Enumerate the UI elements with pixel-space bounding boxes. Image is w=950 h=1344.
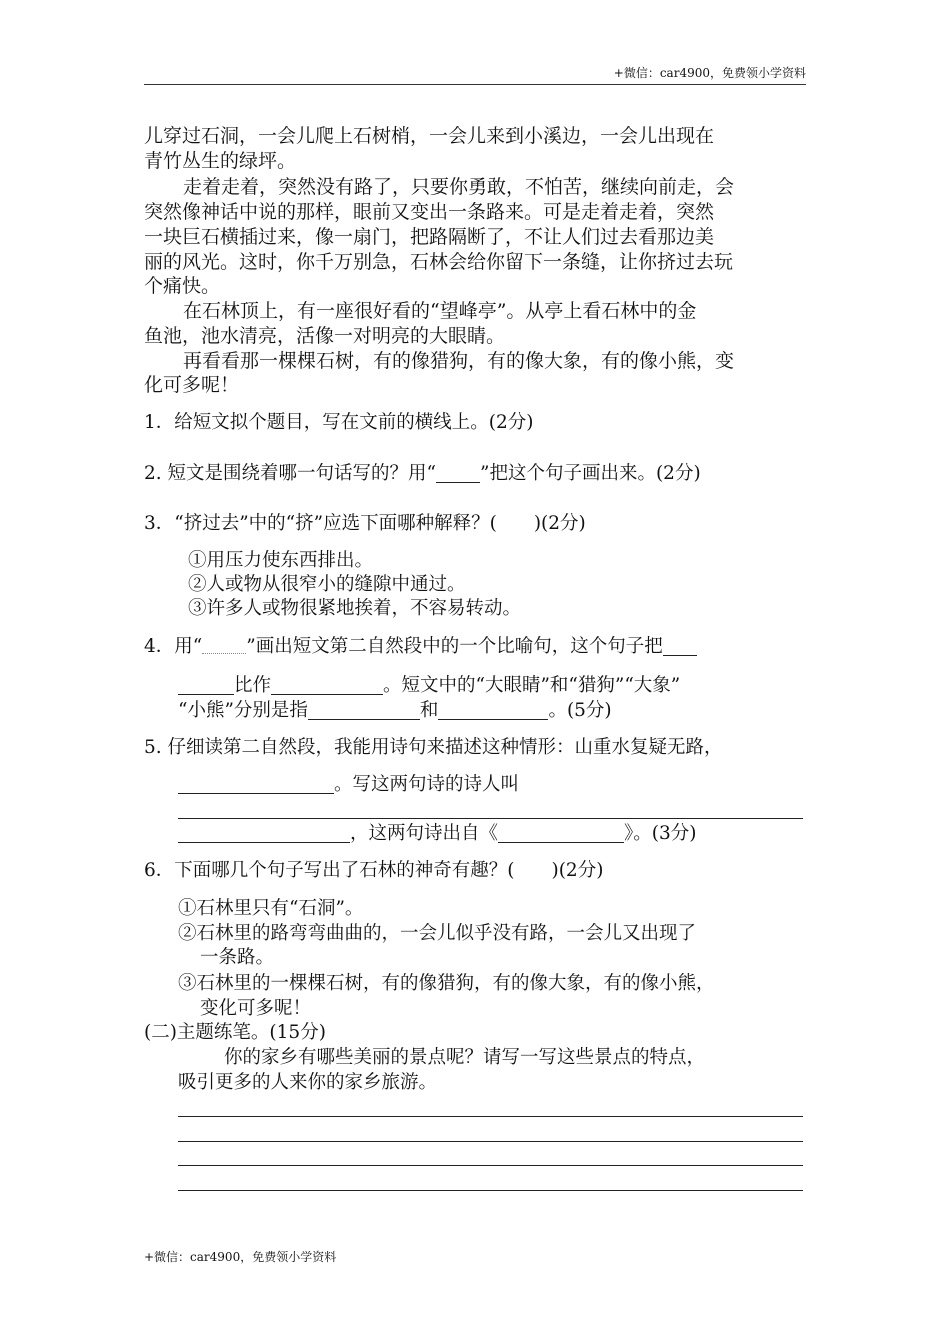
wavy-line-mark — [202, 639, 246, 654]
passage-line: 一块巨石横插过来，像一扇门，把路隔断了，不让人们过去看那边美 — [144, 226, 715, 248]
question-4 — [144, 635, 697, 659]
answer-blank[interactable] — [438, 701, 548, 720]
question-3: 3．“挤过去”中的“挤”应选下面哪种解释？( )(2分) — [144, 513, 586, 534]
writing-line[interactable] — [178, 1165, 803, 1166]
question-4-text-e: “小熊”分别是指 — [178, 700, 308, 721]
passage-line: 化可多呢！ — [144, 374, 240, 396]
answer-blank[interactable] — [271, 676, 383, 695]
question-4-text-a: 4．用“ — [144, 636, 203, 657]
passage-line: 鱼池，池水清亮，活像一对明亮的大眼睛。 — [144, 325, 506, 347]
question-5-cont — [178, 822, 696, 846]
question-5-text-d: 》。(3分) — [624, 823, 697, 844]
question-6-option: ②石林里的路弯弯曲曲的，一会儿似乎没有路，一会儿又出现了 — [178, 923, 697, 944]
section-2-prompt: 吸引更多的人来你的家乡旅游。 — [178, 1072, 438, 1093]
question-5-text-c: ，这两句诗出自《 — [350, 823, 499, 844]
question-4-cont — [178, 699, 612, 723]
passage-line: 走着走着，突然没有路了，只要你勇敢，不怕苦，继续向前走，会 — [183, 176, 735, 198]
question-5-text-b: 。写这两句诗的诗人叫 — [334, 774, 520, 795]
question-3-option: ①用压力使东西排出。 — [188, 550, 374, 571]
question-4-text-f: 和 — [419, 700, 439, 721]
question-4-text-c: 比作 — [234, 675, 272, 696]
answer-blank[interactable] — [178, 775, 334, 794]
question-4-text-g: 。(5分) — [548, 700, 612, 721]
footer-note: +微信：car4900，免费领小学资料 — [144, 1250, 337, 1264]
passage-line: 丽的风光。这时，你千万别急，石林会给你留下一条缝，让你挤过去玩 — [144, 251, 734, 273]
question-6: 6．下面哪几个句子写出了石林的神奇有趣？( )(2分) — [144, 860, 604, 881]
section-2-prompt: 你的家乡有哪些美丽的景点呢？请写一写这些景点的特点， — [224, 1047, 706, 1068]
question-2 — [144, 462, 701, 486]
question-4-text-d: 。短文中的“大眼睛”和“猎狗”“大象” — [383, 675, 681, 696]
question-6-option: ①石林里只有“石洞”。 — [178, 898, 364, 919]
writing-line[interactable] — [178, 1116, 803, 1117]
question-2-text-a: 2. 短文是围绕着哪一句话写的？用“ — [144, 463, 436, 484]
question-6-option: ③石林里的一棵棵石树，有的像猎狗，有的像大象，有的像小熊， — [178, 973, 715, 994]
answer-blank[interactable] — [498, 824, 624, 843]
answer-blank[interactable] — [178, 824, 350, 843]
answer-blank[interactable] — [663, 637, 697, 656]
question-2-text-b: ”把这个句子画出来。(2分) — [480, 463, 701, 484]
answer-line[interactable] — [178, 818, 803, 819]
section-2-title: (二)主题练笔。(15分) — [144, 1022, 326, 1043]
question-3-option: ③许多人或物很紧地挨着，不容易转动。 — [188, 598, 522, 619]
question-5-cont — [178, 773, 519, 797]
passage-line: 再看看那一棵棵石树，有的像猎狗，有的像大象，有的像小熊，变 — [183, 350, 735, 372]
passage-line: 突然像神话中说的那样，眼前又变出一条路来。可是走着走着，突然 — [144, 201, 715, 223]
header-note: +微信：car4900，免费领小学资料 — [613, 66, 806, 80]
question-4-cont — [178, 674, 680, 698]
answer-blank[interactable] — [308, 701, 420, 720]
writing-line[interactable] — [178, 1141, 803, 1142]
passage-line: 在石林顶上，有一座很好看的“望峰亭”。从亭上看石林中的金 — [183, 300, 697, 322]
passage-line: 儿穿过石洞，一会儿爬上石树梢，一会儿来到小溪边，一会儿出现在 — [144, 125, 715, 147]
answer-blank[interactable] — [178, 676, 234, 695]
question-3-option: ②人或物从很窄小的缝隙中通过。 — [188, 574, 466, 595]
question-6-option-cont: 变化可多呢！ — [200, 998, 312, 1019]
question-6-option-cont: 一条路。 — [200, 947, 275, 968]
page-header — [144, 60, 806, 85]
question-5: 5. 仔细读第二自然段，我能用诗句来描述这种情形：山重水复疑无路， — [144, 737, 723, 758]
writing-line[interactable] — [178, 1190, 803, 1191]
question-4-text-b: ”画出短文第二自然段中的一个比喻句，这个句子把 — [246, 636, 663, 657]
underline-mark — [436, 464, 480, 483]
question-1: 1．给短文拟个题目，写在文前的横线上。(2分) — [144, 412, 534, 433]
passage-line: 个痛快。 — [144, 275, 221, 297]
passage-line: 青竹丛生的绿坪。 — [144, 150, 297, 172]
